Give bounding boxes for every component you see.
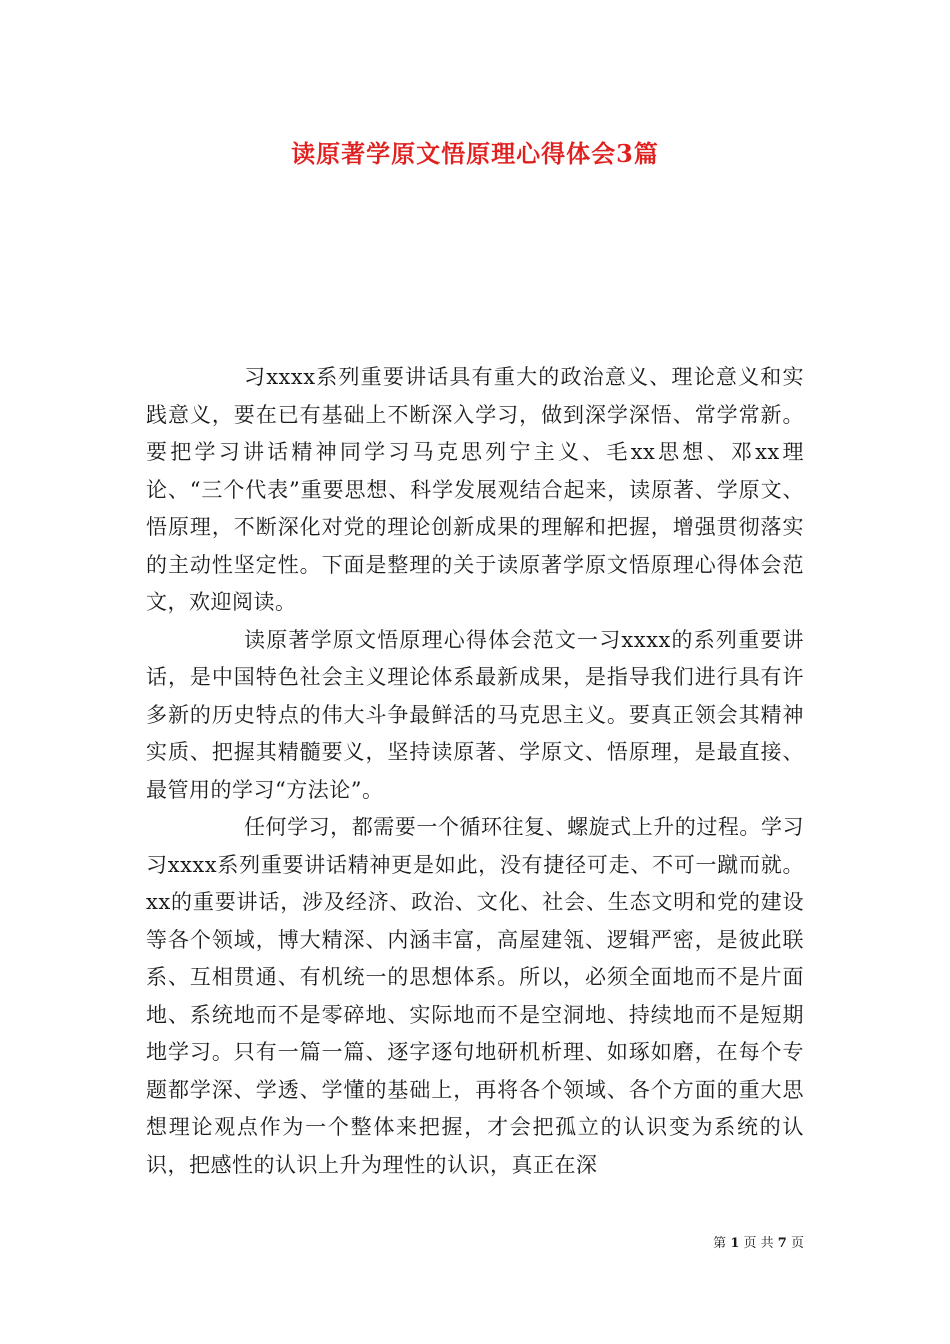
paragraph-3: 任何学习，都需要一个循环往复、螺旋式上升的过程。学习习xxxx系列重要讲话精神更是如此，没有捷径可走、不可一蹴而就。xx的重要讲话，涉及经济、政治、文化、社会、生态文明和党的建设等各个领域，博大精深、内涵丰富，高屋建瓴、逻辑严密，是彼此联系、互相贯通、有机统一的思想体系。所以，必须全面地而不是片面地、系统地而不是零碎地、实际地而不是空洞地、持续地而不是短期地学习。只有一篇一篇、逐字逐句地研机析理、如琢如磨，在每个专题都学深、学透、学懂的基础上，再将各个领域、各个方面的重大思想理论观点作为一个整体来把握，才会把孤立的认识变为系统的认识，把感性的认识上升为理性的认识，真正在深 — [146, 815, 804, 1177]
footer-page-number: 1 — [730, 1236, 740, 1251]
footer-suffix: 页 — [790, 1236, 804, 1251]
page-footer — [700, 1232, 804, 1251]
footer-prefix: 第 — [713, 1236, 727, 1251]
document-title: 读原著学原文悟原理心得体会3篇 — [291, 139, 659, 168]
paragraph-2: 读原著学原文悟原理心得体会范文一习xxxx的系列重要讲话，是中国特色社会主义理论体系最新成果，是指导我们进行具有许多新的历史特点的伟大斗争最鲜活的马克思主义。要真正领会其精神实质、把握其精髓要义，坚持读原著、学原文、悟原理，是最直接、最管用的学习“方法论”。 — [146, 627, 804, 802]
paragraph-1: 习xxxx系列重要讲话具有重大的政治意义、理论意义和实践意义，要在已有基础上不断深入学习，做到深学深悟、常学常新。要把学习讲话精神同学习马克思列宁主义、毛xx思想、邓xx理论、“三个代表”重要思想、科学发展观结合起来，读原著、学原文、悟原理，不断深化对党的理论创新成果的理解和把握，增强贯彻落实的主动性坚定性。下面是整理的关于读原著学原文悟原理心得体会范文，欢迎阅读。 — [146, 365, 804, 614]
footer-total-pages: 7 — [777, 1236, 787, 1251]
document-body — [146, 359, 804, 1184]
footer-middle: 页 共 — [743, 1236, 774, 1251]
